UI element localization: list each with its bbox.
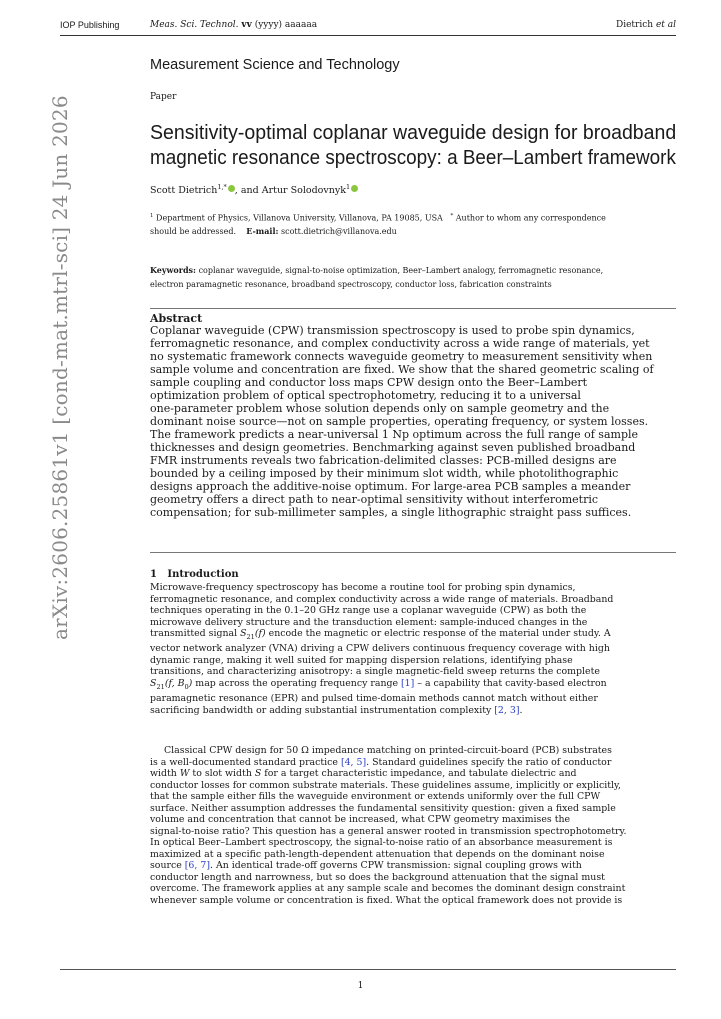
abstract-line: geometry offers a direct path to near-optimal sensitivity without interferometric [150, 493, 599, 506]
abstract-line: optimization problem of optical spectrophotometry, reducing it to a universal [150, 389, 581, 402]
citation-link[interactable]: [4, 5] [340, 756, 367, 768]
body-line: transitions, and characterizing anisotropy: a single magnetic-field sweep returns the complete [150, 666, 600, 678]
header-rule [60, 35, 676, 36]
body-line: Classical CPW design for 50 Ω impedance matching on printed-circuit-board (PCB) substrates [164, 745, 612, 756]
et-al: et al [655, 20, 676, 30]
keywords-text: coplanar waveguide, signal-to-noise optimization, Beer–Lambert analogy, ferromagnetic resonance, [198, 266, 604, 275]
intro-paragraph-1 [150, 582, 676, 716]
author-list [150, 183, 676, 196]
journal-volume: vv [241, 20, 252, 30]
paper-title [150, 121, 676, 171]
abstract-line: sample coupling and conductor loss maps CPW design onto the Beer–Lambert [150, 376, 588, 389]
body-line: signal-to-noise ratio? This question has a general answer rooted in transmission spectrophotometry. [150, 825, 627, 837]
keywords-text: electron paramagnetic resonance, broadband spectroscopy, conductor loss, fabrication constraints [150, 280, 552, 289]
body-line: techniques operating in the 0.1–20 GHz range use a coplanar waveguide (CPW) as both the [150, 605, 587, 616]
author-marks: 1,* [217, 183, 227, 191]
abstract-line: Coplanar waveguide (CPW) transmission spectroscopy is used to probe spin dynamics, [150, 324, 635, 337]
abstract-line: bounded by a ceiling imposed by their minimum slot width, while photolithographic [150, 467, 619, 480]
journal-citation [150, 20, 317, 30]
email-label: E-mail: [246, 225, 279, 236]
corr-mark: * [450, 213, 454, 219]
body-line: In optical Beer–Lambert spectroscopy, the signal-to-noise ratio of an absorbance measurement is [150, 837, 613, 848]
citation-rest: (yyyy) aaaaaa [254, 20, 318, 30]
abstract-line: no systematic framework connects waveguide geometry to measurement sensitivity when [150, 350, 653, 363]
body-line: ferromagnetic resonance, and complex conductivity across a wide range of materials. Broadband [150, 593, 614, 605]
body-line: transmitted signal $S_{21}(f)$ encode the magnetic or electric response of the material under study. A [150, 628, 611, 641]
author-short: Dietrich [616, 20, 654, 30]
affiliation-dept: Department of Physics, Villanova University, Villanova, PA 19085, USA [156, 213, 443, 223]
abstract-line: thicknesses and design geometries. Benchmarking against seven published broadband [150, 441, 636, 454]
section-number: 1 [150, 569, 157, 580]
body-line: maximized at a specific path-length-dependent attenuation that depends on the dominant noise [150, 848, 605, 860]
math-s21: $S_{21}(f)$ [240, 628, 266, 641]
publisher-name: IOP Publishing [60, 20, 120, 30]
abstract-line: The framework predicts a near-universal 1 Np optimum across the full range of sample [150, 428, 639, 441]
section-heading [150, 569, 676, 580]
body-line: microwave delivery structure and the transduction element: sample-induced changes in the [150, 616, 588, 628]
body-line: that the sample either fills the waveguide environment or extends uniformly over the full CPW [150, 791, 601, 802]
body-line: dynamic range, making it well suited for mapping dispersion relations, identifying phase [150, 654, 573, 666]
author-marks: 1 [346, 183, 351, 191]
body-line: surface. Neither assumption addresses the fundamental sensitivity question: given a fixed sample [150, 802, 616, 814]
math-s21-fb: $S_{21}(f$, $B_0$) [150, 677, 193, 691]
affiliation-block [150, 210, 676, 238]
body-line: Microwave-frequency spectroscopy has become a routine tool for probing spin dynamics, [150, 582, 576, 593]
section-title: Introduction [167, 569, 239, 580]
journal-abbrev: Meas. Sci. Technol. [150, 20, 239, 30]
correspondence-note: Author to whom any correspondence [455, 213, 606, 223]
arxiv-side-stamp: arXiv:2606.25861v1 [cond-mat.mtrl-sci] 24 Jun 2026 [48, 95, 72, 640]
math-w: W [179, 768, 190, 779]
abstract-bottom-rule [150, 552, 676, 553]
body-line: volume and concentration that cannot be increased, what CPW geometry maximises the [150, 814, 571, 825]
footer-rule [60, 969, 676, 970]
citation-link[interactable]: [1] [401, 677, 415, 689]
abstract-heading: Abstract [150, 312, 203, 325]
article-type: Paper [150, 92, 177, 102]
citation-link[interactable]: [2, 3] [494, 704, 520, 716]
body-line: width W to slot width S for a target characteristic impedance, and tabulate dielectric and [150, 768, 577, 779]
abstract-line: designs approach the additive-noise optimum. For large-area PCB samples a meander [150, 480, 631, 493]
body-line: source [6, 7]. An identical trade-off governs CPW transmission: signal coupling grows with [150, 860, 582, 871]
math-s: S [254, 768, 262, 779]
email-address[interactable]: scott.dietrich@villanova.edu [281, 226, 397, 236]
affil-mark: 1 [150, 213, 154, 219]
body-line: paramagnetic resonance (EPR) and pulsed time-domain methods cannot match without either [150, 693, 598, 705]
body-line: overcome. The framework applies at any sample scale and becomes the dominant design constraint [150, 883, 626, 894]
author-name: Artur Solodovnyk [261, 185, 347, 197]
abstract-line: dominant noise source—not on sample properties, operating frequency, or system losses. [150, 415, 649, 428]
abstract-line: one-parameter problem whose solution depends only on sample geometry and the [150, 402, 610, 415]
title-line: Sensitivity-optimal coplanar waveguide design for broadband [150, 122, 677, 144]
body-line: is a well-documented standard practice [4, 5]. Standard guidelines specify the ratio of conductor [150, 756, 612, 768]
body-line: conductor losses for common substrate materials. These guidelines assume, implicitly or explicitly, [150, 779, 621, 791]
orcid-icon[interactable] [228, 185, 235, 192]
keywords-label: Keywords: [150, 265, 197, 275]
abstract-top-rule [150, 308, 676, 309]
author-joiner: , and [234, 185, 262, 197]
keywords-block [150, 263, 676, 292]
body-line: whenever sample volume or concentration is fixed. What the optical framework does not provide is [150, 894, 623, 906]
title-line: magnetic resonance spectroscopy: a Beer–Lambert framework [150, 147, 676, 169]
abstract-line: sample volume and concentration are fixed. We show that the shared geometric scaling of [150, 363, 654, 376]
body-line: sacrificing bandwidth or adding substantial instrumentation complexity [2, 3]. [150, 704, 523, 716]
running-author [616, 20, 676, 30]
abstract-line: FMR instruments reveals two fabrication-delimited classes: PCB-milled designs are [150, 454, 617, 467]
body-line: conductor length and narrowness, but so does the background attenuation that the signal must [150, 871, 605, 883]
author-name: Scott Dietrich [150, 185, 218, 197]
body-line: $S_{21}(f$, $B_0$) map across the operating frequency range [1] – a capability that cavity-based electron [150, 677, 607, 691]
correspondence-note-cont: should be addressed. [150, 226, 237, 236]
citation-link[interactable]: [6, 7] [184, 860, 210, 871]
abstract-body [150, 324, 676, 519]
journal-name: Measurement Science and Technology [150, 57, 400, 73]
page-number: 1 [357, 981, 364, 991]
intro-paragraph-2 [150, 745, 676, 906]
orcid-icon[interactable] [351, 185, 358, 192]
body-line: vector network analyzer (VNA) driving a CPW delivers continuous frequency coverage with high [150, 643, 610, 655]
running-header [60, 20, 676, 34]
abstract-line: ferromagnetic resonance, and complex conductivity across a wide range of materials, yet [150, 337, 650, 350]
abstract-line: compensation; for sub-millimeter samples, a single lithographic straight pass suffices. [150, 506, 632, 519]
